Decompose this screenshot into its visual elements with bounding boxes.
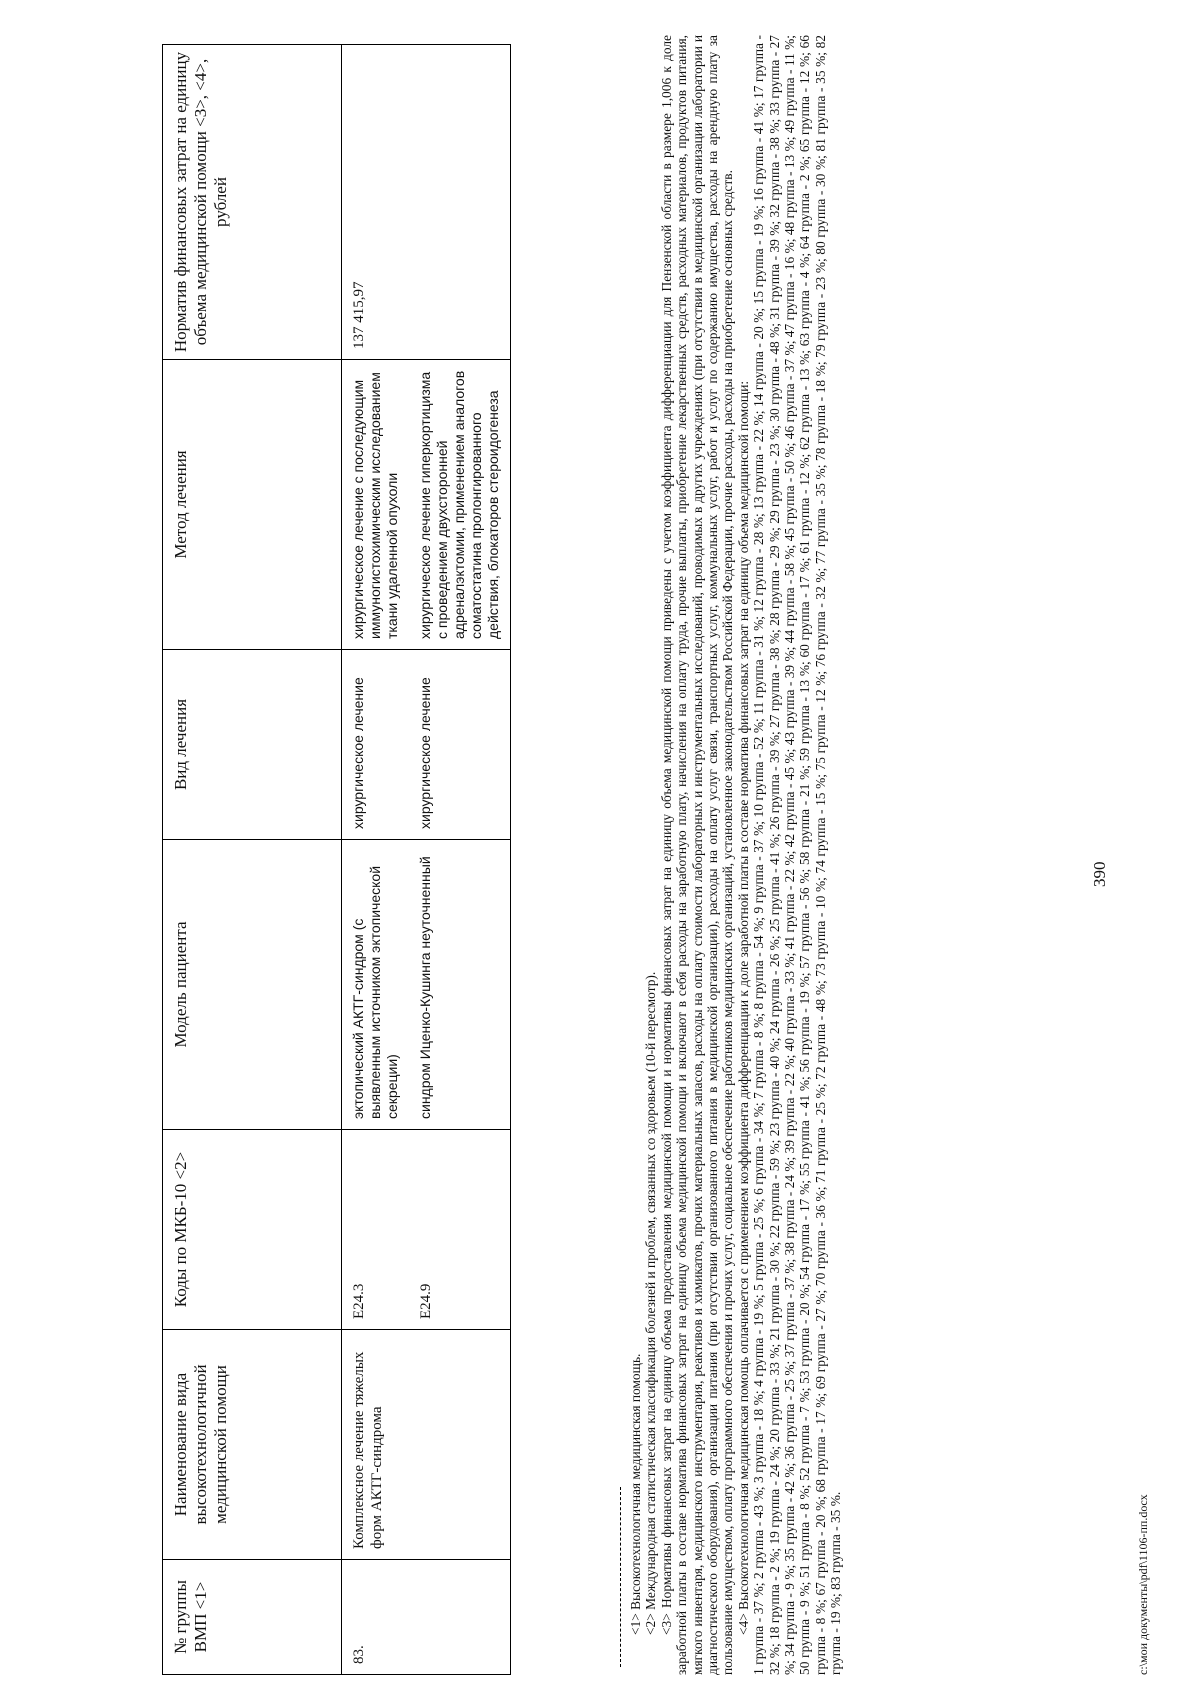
page-number: 390	[1090, 861, 1109, 887]
cell-treatment-method: хирургическое лечение гиперкортицизма с проведением двухсторонней адреналэктомии, применением аналогов соматостатина пролонгированного действия, блокаторов стероидогенеза	[409, 360, 511, 650]
cell-icd-code: E24.3	[342, 1130, 410, 1330]
header-treatment-method: Метод лечения	[163, 360, 342, 650]
footnote-separator	[620, 1487, 621, 1667]
header-patient-model: Модель пациента	[163, 840, 342, 1130]
footnote-4-groups: 1 группа - 37 %; 2 группа - 43 %; 3 группа - 18 %; 4 группа - 19 %; 5 группа - 25 %; 6 группа - 34 %; 7 группа - 8 %; 8 группа - 54 %; 9 группа - 37 %; 10 группа - 52 %; 11 группа - 31 %; 12 группа - 28 %; 13 группа - 22 %; 14 группа - 20 %; 15 группа - 19 %; 16 группа - 41 %; 17 группа - 32 %; 18 группа - 2 %; 19 группа - 24 %; 20 группа - 33 %; 21 группа - 30 %; 22 группа - 59 %; 23 группа - 40 %; 24 группа - 26 %; 25 группа - 41 %; 26 группа - 39 %; 27 группа - 38 %; 28 группа - 29 %; 29 группа - 23 %; 30 группа - 48 %; 31 группа - 39 %; 32 группа - 38 %; 33 группа - 27 %; 34 группа - 9 %; 35 группа - 42 %; 36 группа - 25 %; 37 группа - 37 %; 38 группа - 24 %; 39 группа - 22 %; 40 группа - 33 %; 41 группа - 22 %; 42 группа - 45 %; 43 группа - 39 %; 44 группа - 58 %; 45 группа - 50 %; 46 группа - 37 %; 47 группа - 16 %; 48 группа - 13 %; 49 группа - 11 %; 50 группа - 9 %; 51 группа - 8 %; 52 группа - 7 %; 53 группа - 20 %; 54 группа - 17 %; 55 группа - 41 %; 56 группа - 19 %; 57 группа - 56 %; 58 группа - 21 %; 59 группа - 13 %; 60 группа - 17 %; 61 группа - 12 %; 62 группа - 13 %; 63 группа - 4 %; 64 группа - 2 %; 65 группа - 12 %; 66 группа - 8 %; 67 группа - 20 %; 68 группа - 17 %; 69 группа - 27 %; 70 группа - 36 %; 71 группа - 25 %; 72 группа - 48 %; 73 группа - 10 %; 74 группа - 15 %; 75 группа - 12 %; 76 группа - 32 %; 77 группа - 35 %; 78 группа - 18 %; 79 группа - 23 %; 80 группа - 30 %; 81 группа - 35 %; 82 группа - 19 %; 83 группа - 35 %.	[751, 35, 844, 1675]
cell-patient-model: синдром Иценко-Кушинга неуточненный	[409, 840, 511, 1130]
cell-group-no: 83.	[342, 1560, 410, 1675]
cell-cost-norm	[409, 45, 511, 360]
cell-cost-norm: 137 415,97	[342, 45, 410, 360]
footer-file-path: c:\мои документы\pdf\1106-пп.docx	[1136, 1494, 1150, 1675]
footnote-3: <3> Нормативы финансовых затрат на единицу объема предоставления медицинской помощи и нормативы финансовых затрат на единицу объема медицинской помощи приведены с учетом коэффициента дифференциации для Пензенской области в размере 1,006 к доле заработной платы в составе норматива финансовых затрат на единицу объема медицинской помощи и включают в себя расходы на заработную плату, начисления на оплату труда, прочие выплаты, приобретение лекарственных средств, расходных материалов, продуктов питания, мягкого инвентаря, медицинского инструментария, реактивов и химикатов, прочих материальных запасов, расходы на оплату стоимости лабораторных и инструментальных исследований, проводимых в других учреждениях (при отсутствии в медицинской организации лаборатории и диагностического оборудования), организации питания (при отсутствии организованного питания в медицинской организации), расходы на оплату услуг связи, транспортных услуг, коммунальных услуг, работ и услуг по содержанию имущества, расходы на арендную плату за пользование имуществом, оплату программного обеспечения и прочих услуг, социальное обеспечение работников медицинских организаций, установленное законодательством Российской Федерации, прочие расходы, расходы на приобретение основных средств.	[658, 35, 736, 1675]
footnote-2: <2> Международная статистическая классификация болезней и проблем, связанных со здоровьем (10-й пересмотр).	[643, 971, 659, 1635]
cell-icd-code: E24.9	[409, 1130, 511, 1330]
table-row	[409, 45, 511, 1675]
cell-vmp-name	[409, 1330, 511, 1560]
vmp-table	[162, 44, 511, 1675]
footnote-4-intro: <4> Высокотехнологичная медицинская помощь оплачивается с применением коэффициента дифференциации к доле заработной платы в составе норматива финансовых затрат на единицу объема медицинской помощи:	[735, 380, 751, 1635]
header-group-no: № группы ВМП <1>	[163, 1560, 342, 1675]
footnote-1: <1> Высокотехнологичная медицинская помощь.	[628, 1353, 643, 1635]
table-header-row	[163, 45, 342, 1675]
cell-treatment-type: хирургическое лечение	[409, 650, 511, 840]
cell-vmp-name: Комплексное лечение тяжелых форм АКТГ-синдрома	[342, 1330, 410, 1560]
vmp-table-region	[162, 45, 602, 1675]
cell-patient-model: эктопический АКТГ-синдром (с выявленным источником эктопической секреции)	[342, 840, 410, 1130]
header-cost-norm: Норматив финансовых затрат на единицу объема медицинской помощи <3>, <4>, рублей	[163, 45, 342, 360]
header-icd-codes: Коды по МКБ-10 <2>	[163, 1130, 342, 1330]
cell-treatment-method: хирургическое лечение с последующим иммуногистохимическим исследованием ткани удаленной опухоли	[342, 360, 410, 650]
cell-treatment-type: хирургическое лечение	[342, 650, 410, 840]
table-row	[342, 45, 410, 1675]
header-vmp-name: Наименование вида высокотехнологичной медицинской помощи	[163, 1330, 342, 1560]
cell-group-no	[409, 1560, 511, 1675]
footnotes	[628, 35, 844, 1675]
header-treatment-type: Вид лечения	[163, 650, 342, 840]
